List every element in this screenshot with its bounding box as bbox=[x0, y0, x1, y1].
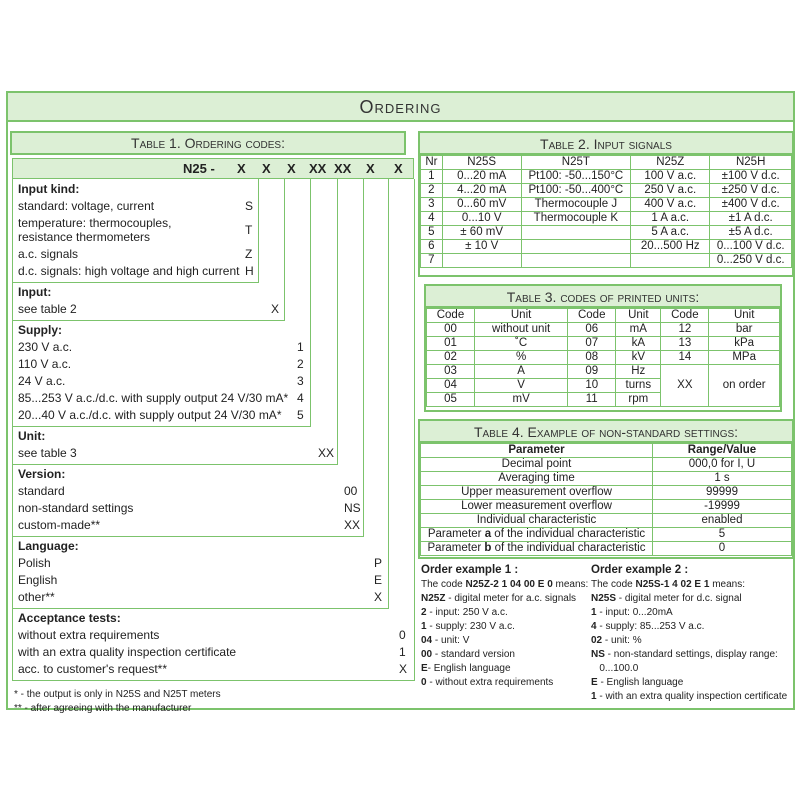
table-row bbox=[427, 337, 780, 351]
option-code: P bbox=[374, 556, 383, 570]
option-label: 110 V a.c. bbox=[18, 357, 72, 371]
input-signals-table bbox=[418, 131, 794, 277]
table-cell: 05 bbox=[427, 393, 475, 407]
example-line bbox=[591, 634, 791, 648]
ordering-codes-table bbox=[10, 131, 408, 714]
example-line bbox=[421, 606, 591, 620]
column-header: Code bbox=[661, 309, 709, 323]
example-desc: - English language bbox=[597, 677, 684, 688]
example-line bbox=[591, 690, 791, 704]
option-label: standard: voltage, current bbox=[18, 199, 155, 213]
example-line bbox=[421, 634, 591, 648]
code-slot: XX bbox=[334, 161, 352, 176]
example-line bbox=[591, 662, 791, 676]
column-line bbox=[310, 179, 311, 427]
non-standard-settings-grid bbox=[420, 443, 792, 556]
param-text: of the individual characteristic bbox=[491, 528, 646, 540]
table-cell: 3 bbox=[421, 198, 443, 212]
table-cell: 00 bbox=[427, 323, 475, 337]
option-code: S bbox=[245, 199, 254, 213]
table-row bbox=[421, 542, 792, 556]
table1-title: Table 1. Ordering codes: bbox=[10, 131, 406, 155]
option-label: 24 V a.c. bbox=[18, 374, 66, 388]
option-label: d.c. signals: high voltage and high current bbox=[18, 264, 240, 278]
table-cell: 09 bbox=[568, 365, 616, 379]
option-code: 2 bbox=[297, 357, 304, 371]
table-cell: A bbox=[474, 365, 567, 379]
table-cell: rpm bbox=[616, 393, 661, 407]
option-label: English bbox=[18, 573, 58, 587]
footnote-2: ** - after agreeing with the manufacturer bbox=[14, 703, 192, 714]
table-cell: Lower measurement overflow bbox=[421, 500, 653, 514]
param-letter: a bbox=[484, 528, 492, 540]
table-cell: 01 bbox=[427, 337, 475, 351]
table-cell: 1 bbox=[421, 170, 443, 184]
table2-title: Table 2. Input signals bbox=[420, 133, 792, 155]
table-cell: mV bbox=[474, 393, 567, 407]
intro-text: The code bbox=[421, 579, 466, 590]
table-cell: ±1 A d.c. bbox=[710, 212, 792, 226]
table-row bbox=[421, 500, 792, 514]
code-slot: X bbox=[262, 161, 271, 176]
table-cell: turns bbox=[616, 379, 661, 393]
table-cell: 4...20 mA bbox=[442, 184, 521, 198]
table-cell: 0...20 mA bbox=[442, 170, 521, 184]
table-cell: 100 V a.c. bbox=[631, 170, 710, 184]
option-code: 0 bbox=[399, 628, 406, 642]
section-frame bbox=[12, 282, 284, 321]
table-row bbox=[421, 226, 792, 240]
section-heading: Language: bbox=[18, 539, 79, 553]
table-cell: ±400 V d.c. bbox=[710, 198, 792, 212]
example-intro bbox=[591, 578, 791, 592]
example-intro bbox=[421, 578, 591, 592]
table-cell: 4 bbox=[421, 212, 443, 226]
option-label: a.c. signals bbox=[18, 247, 79, 261]
option-code: X bbox=[399, 662, 408, 676]
table-cell: kV bbox=[616, 351, 661, 365]
option-label: resistance thermometers bbox=[18, 230, 151, 244]
option-label: see table 2 bbox=[18, 302, 77, 316]
column-header: Range/Value bbox=[653, 444, 792, 458]
table-cell: Pt100: -50...400°C bbox=[521, 184, 631, 198]
option-label: with an extra quality inspection certificate bbox=[18, 645, 237, 659]
section-heading: Unit: bbox=[18, 429, 46, 443]
table-cell: 11 bbox=[568, 393, 616, 407]
column-line bbox=[258, 179, 259, 283]
table-cell: 0...250 V d.c. bbox=[710, 254, 792, 268]
table-cell: ˚C bbox=[474, 337, 567, 351]
table-cell: Averaging time bbox=[421, 472, 653, 486]
table-cell bbox=[521, 240, 631, 254]
table-row bbox=[421, 472, 792, 486]
example-code-part: 0 bbox=[421, 677, 427, 688]
printed-units-table bbox=[424, 284, 782, 412]
code-slot: X bbox=[237, 161, 246, 176]
column-header: Unit bbox=[709, 309, 780, 323]
option-code: 00 bbox=[344, 484, 358, 498]
section-frame bbox=[12, 320, 310, 427]
example-code-part: N25Z bbox=[421, 593, 446, 604]
table-cell: 7 bbox=[421, 254, 443, 268]
section-heading: Version: bbox=[18, 467, 66, 481]
example-desc: - unit: % bbox=[602, 635, 642, 646]
example-desc: - digital meter for d.c. signal bbox=[616, 593, 742, 604]
section-frame bbox=[12, 608, 414, 681]
input-signals-grid bbox=[420, 155, 792, 268]
code-prefix: N25 - bbox=[183, 161, 215, 176]
example-line bbox=[591, 620, 791, 634]
column-line bbox=[337, 179, 338, 465]
table-cell: 000,0 for I, U bbox=[653, 458, 792, 472]
section-frame bbox=[12, 536, 388, 609]
code-slot: X bbox=[287, 161, 296, 176]
table-cell: Thermocouple J bbox=[521, 198, 631, 212]
table-cell bbox=[421, 542, 653, 556]
table-row bbox=[421, 254, 792, 268]
example-code-part: 1 bbox=[591, 607, 597, 618]
table-cell: -19999 bbox=[653, 500, 792, 514]
table-row bbox=[421, 170, 792, 184]
table-cell: 0...10 V bbox=[442, 212, 521, 226]
table-cell: Hz bbox=[616, 365, 661, 379]
table-cell: XX bbox=[661, 365, 709, 407]
table-row bbox=[421, 184, 792, 198]
table-cell: kPa bbox=[709, 337, 780, 351]
example-line bbox=[591, 592, 791, 606]
option-label: standard bbox=[18, 484, 65, 498]
section-heading: Input: bbox=[18, 285, 52, 299]
intro-code: N25S-1 4 02 E 1 bbox=[635, 579, 710, 590]
option-label: 20...40 V a.c./d.c. with supply output 24 V/30 mA* bbox=[18, 408, 282, 422]
table-cell: ± 10 V bbox=[442, 240, 521, 254]
option-label: acc. to customer's request** bbox=[18, 662, 168, 676]
table-row bbox=[421, 212, 792, 226]
intro-code: N25Z-2 1 04 00 E 0 bbox=[465, 579, 553, 590]
option-code: T bbox=[245, 223, 253, 237]
example-code-part: 02 bbox=[591, 635, 603, 646]
table-cell: 06 bbox=[568, 323, 616, 337]
table-cell: V bbox=[474, 379, 567, 393]
table-cell: 14 bbox=[661, 351, 709, 365]
page-title: Ordering bbox=[8, 93, 793, 122]
table-cell: bar bbox=[709, 323, 780, 337]
example-line bbox=[421, 620, 591, 634]
table4-title: Table 4. Example of non-standard settings: bbox=[420, 421, 792, 443]
column-line bbox=[414, 179, 415, 681]
header-row bbox=[421, 156, 792, 170]
table-cell: 2 bbox=[421, 184, 443, 198]
table-cell: % bbox=[474, 351, 567, 365]
example-code-part: NS bbox=[591, 649, 605, 660]
table-row bbox=[427, 351, 780, 365]
example-code-part: 1 bbox=[591, 691, 597, 702]
table-cell: Upper measurement overflow bbox=[421, 486, 653, 500]
option-code: 4 bbox=[297, 391, 304, 405]
example-line bbox=[591, 606, 791, 620]
example-desc: - supply: 230 V a.c. bbox=[426, 621, 515, 632]
column-header: Nr bbox=[421, 156, 443, 170]
example-heading: Order example 1 : bbox=[421, 564, 519, 576]
option-label: 85...253 V a.c./d.c. with supply output 24 V/30 mA* bbox=[18, 391, 289, 405]
section-heading: Acceptance tests: bbox=[18, 611, 121, 625]
example-line bbox=[421, 662, 591, 676]
table-cell: 0...60 mV bbox=[442, 198, 521, 212]
section-heading: Input kind: bbox=[18, 182, 80, 196]
column-header: Code bbox=[427, 309, 475, 323]
example-heading: Order example 2 : bbox=[591, 564, 689, 576]
option-label: without extra requirements bbox=[18, 628, 160, 642]
table-row bbox=[427, 323, 780, 337]
order-example-2 bbox=[591, 562, 791, 704]
option-code: 5 bbox=[297, 408, 304, 422]
example-code-part: 4 bbox=[591, 621, 597, 632]
table-cell bbox=[421, 528, 653, 542]
option-code: X bbox=[271, 302, 280, 316]
column-header: Unit bbox=[616, 309, 661, 323]
table-cell bbox=[521, 254, 631, 268]
table-cell: on order bbox=[709, 365, 780, 407]
table-row bbox=[421, 528, 792, 542]
table3-title: Table 3. codes of printed units: bbox=[426, 286, 780, 308]
section-heading: Supply: bbox=[18, 323, 62, 337]
table-cell: 0 bbox=[653, 542, 792, 556]
code-slot: XX bbox=[309, 161, 327, 176]
table-cell: 08 bbox=[568, 351, 616, 365]
example-line bbox=[421, 648, 591, 662]
option-code: H bbox=[245, 264, 254, 278]
column-header: N25S bbox=[442, 156, 521, 170]
option-label: non-standard settings bbox=[18, 501, 134, 515]
option-code: 1 bbox=[297, 340, 304, 354]
intro-text: means: bbox=[709, 579, 745, 590]
order-example-1 bbox=[421, 562, 591, 690]
option-code: Z bbox=[245, 247, 253, 261]
example-desc: - unit: V bbox=[432, 635, 470, 646]
table-cell: Thermocouple K bbox=[521, 212, 631, 226]
column-header: N25T bbox=[521, 156, 631, 170]
column-header: Unit bbox=[474, 309, 567, 323]
intro-text: The code bbox=[591, 579, 636, 590]
example-line bbox=[421, 676, 591, 690]
header-row bbox=[427, 309, 780, 323]
table-cell: 20...500 Hz bbox=[631, 240, 710, 254]
param-letter: b bbox=[484, 542, 492, 554]
printed-units-grid bbox=[426, 308, 780, 407]
example-code-part: 04 bbox=[421, 635, 433, 646]
param-text: of the individual characteristic bbox=[491, 542, 646, 554]
example-line bbox=[591, 676, 791, 690]
column-header: Code bbox=[568, 309, 616, 323]
example-code-part: 1 bbox=[421, 621, 427, 632]
example-desc: - with an extra quality inspection certificate bbox=[596, 691, 788, 702]
column-line bbox=[363, 179, 364, 537]
example-desc: - input: 0...20mA bbox=[596, 607, 673, 618]
table-cell: Individual characteristic bbox=[421, 514, 653, 528]
example-desc: - digital meter for a.c. signals bbox=[445, 593, 577, 604]
table-cell: ±250 V d.c. bbox=[710, 184, 792, 198]
table-cell: enabled bbox=[653, 514, 792, 528]
table-cell: ±5 A d.c. bbox=[710, 226, 792, 240]
table-cell: 1 A a.c. bbox=[631, 212, 710, 226]
example-desc: - without extra requirements bbox=[426, 677, 554, 688]
table-row bbox=[421, 458, 792, 472]
footnote-1: * - the output is only in N25S and N25T meters bbox=[14, 689, 221, 700]
table-cell: 07 bbox=[568, 337, 616, 351]
section-frame bbox=[12, 426, 337, 465]
example-desc: - input: 250 V a.c. bbox=[426, 607, 508, 618]
table-cell: 03 bbox=[427, 365, 475, 379]
example-code-part: N25S bbox=[591, 593, 617, 604]
table-cell: 5 bbox=[653, 528, 792, 542]
non-standard-settings-table bbox=[418, 419, 794, 559]
table-row bbox=[421, 198, 792, 212]
option-code: NS bbox=[344, 501, 361, 515]
table-cell bbox=[521, 226, 631, 240]
option-label: see table 3 bbox=[18, 446, 77, 460]
param-text: Parameter bbox=[427, 528, 485, 540]
code-header bbox=[12, 158, 414, 179]
example-desc: - supply: 85...253 V a.c. bbox=[596, 621, 705, 632]
table-cell: 04 bbox=[427, 379, 475, 393]
example-line bbox=[591, 648, 791, 662]
example-code-part: 00 bbox=[421, 649, 433, 660]
code-slot: X bbox=[366, 161, 375, 176]
table-cell: kA bbox=[616, 337, 661, 351]
option-label: other** bbox=[18, 590, 55, 604]
option-label: temperature: thermocouples, bbox=[18, 216, 172, 230]
column-header: N25H bbox=[710, 156, 792, 170]
header-row bbox=[421, 444, 792, 458]
option-label: Polish bbox=[18, 556, 51, 570]
code-slot: X bbox=[394, 161, 403, 176]
table-cell: 13 bbox=[661, 337, 709, 351]
table-cell: 0...100 V d.c. bbox=[710, 240, 792, 254]
column-line bbox=[284, 179, 285, 321]
option-code: X bbox=[374, 590, 383, 604]
table-row bbox=[421, 240, 792, 254]
example-code-part: E bbox=[421, 663, 428, 674]
table-cell: 10 bbox=[568, 379, 616, 393]
table-cell: MPa bbox=[709, 351, 780, 365]
option-label: 230 V a.c. bbox=[18, 340, 73, 354]
option-code: 3 bbox=[297, 374, 304, 388]
intro-text: means: bbox=[552, 579, 589, 590]
table-cell bbox=[442, 254, 521, 268]
table-cell: 12 bbox=[661, 323, 709, 337]
column-header: Parameter bbox=[421, 444, 653, 458]
table-cell: 5 bbox=[421, 226, 443, 240]
table-cell: Decimal point bbox=[421, 458, 653, 472]
table-cell: 1 s bbox=[653, 472, 792, 486]
example-line bbox=[421, 592, 591, 606]
example-desc: - English language bbox=[427, 663, 511, 674]
section-frame bbox=[12, 179, 258, 283]
table-row bbox=[421, 514, 792, 528]
table-row bbox=[427, 365, 780, 379]
param-text: Parameter bbox=[427, 542, 485, 554]
example-desc: 0...100.0 bbox=[591, 663, 639, 674]
option-code: 1 bbox=[399, 645, 406, 659]
option-code: XX bbox=[344, 518, 361, 532]
table-cell bbox=[631, 254, 710, 268]
column-header: N25Z bbox=[631, 156, 710, 170]
example-code-part: E bbox=[591, 677, 598, 688]
table-row bbox=[421, 486, 792, 500]
table-cell: 5 A a.c. bbox=[631, 226, 710, 240]
table-cell: 99999 bbox=[653, 486, 792, 500]
option-label: custom-made** bbox=[18, 518, 101, 532]
table-cell: ± 60 mV bbox=[442, 226, 521, 240]
column-line bbox=[388, 179, 389, 609]
table-cell: 400 V a.c. bbox=[631, 198, 710, 212]
example-code-part: 2 bbox=[421, 607, 427, 618]
table-cell: 250 V a.c. bbox=[631, 184, 710, 198]
table-cell: ±100 V d.c. bbox=[710, 170, 792, 184]
example-desc: - standard version bbox=[432, 649, 515, 660]
table-cell: without unit bbox=[474, 323, 567, 337]
table-cell: Pt100: -50...150°C bbox=[521, 170, 631, 184]
table-cell: 02 bbox=[427, 351, 475, 365]
table-cell: 6 bbox=[421, 240, 443, 254]
section-frame bbox=[12, 464, 363, 537]
option-code: E bbox=[374, 573, 383, 587]
example-desc: - non-standard settings, display range: bbox=[604, 649, 778, 660]
option-code: XX bbox=[318, 446, 335, 460]
table-cell: mA bbox=[616, 323, 661, 337]
